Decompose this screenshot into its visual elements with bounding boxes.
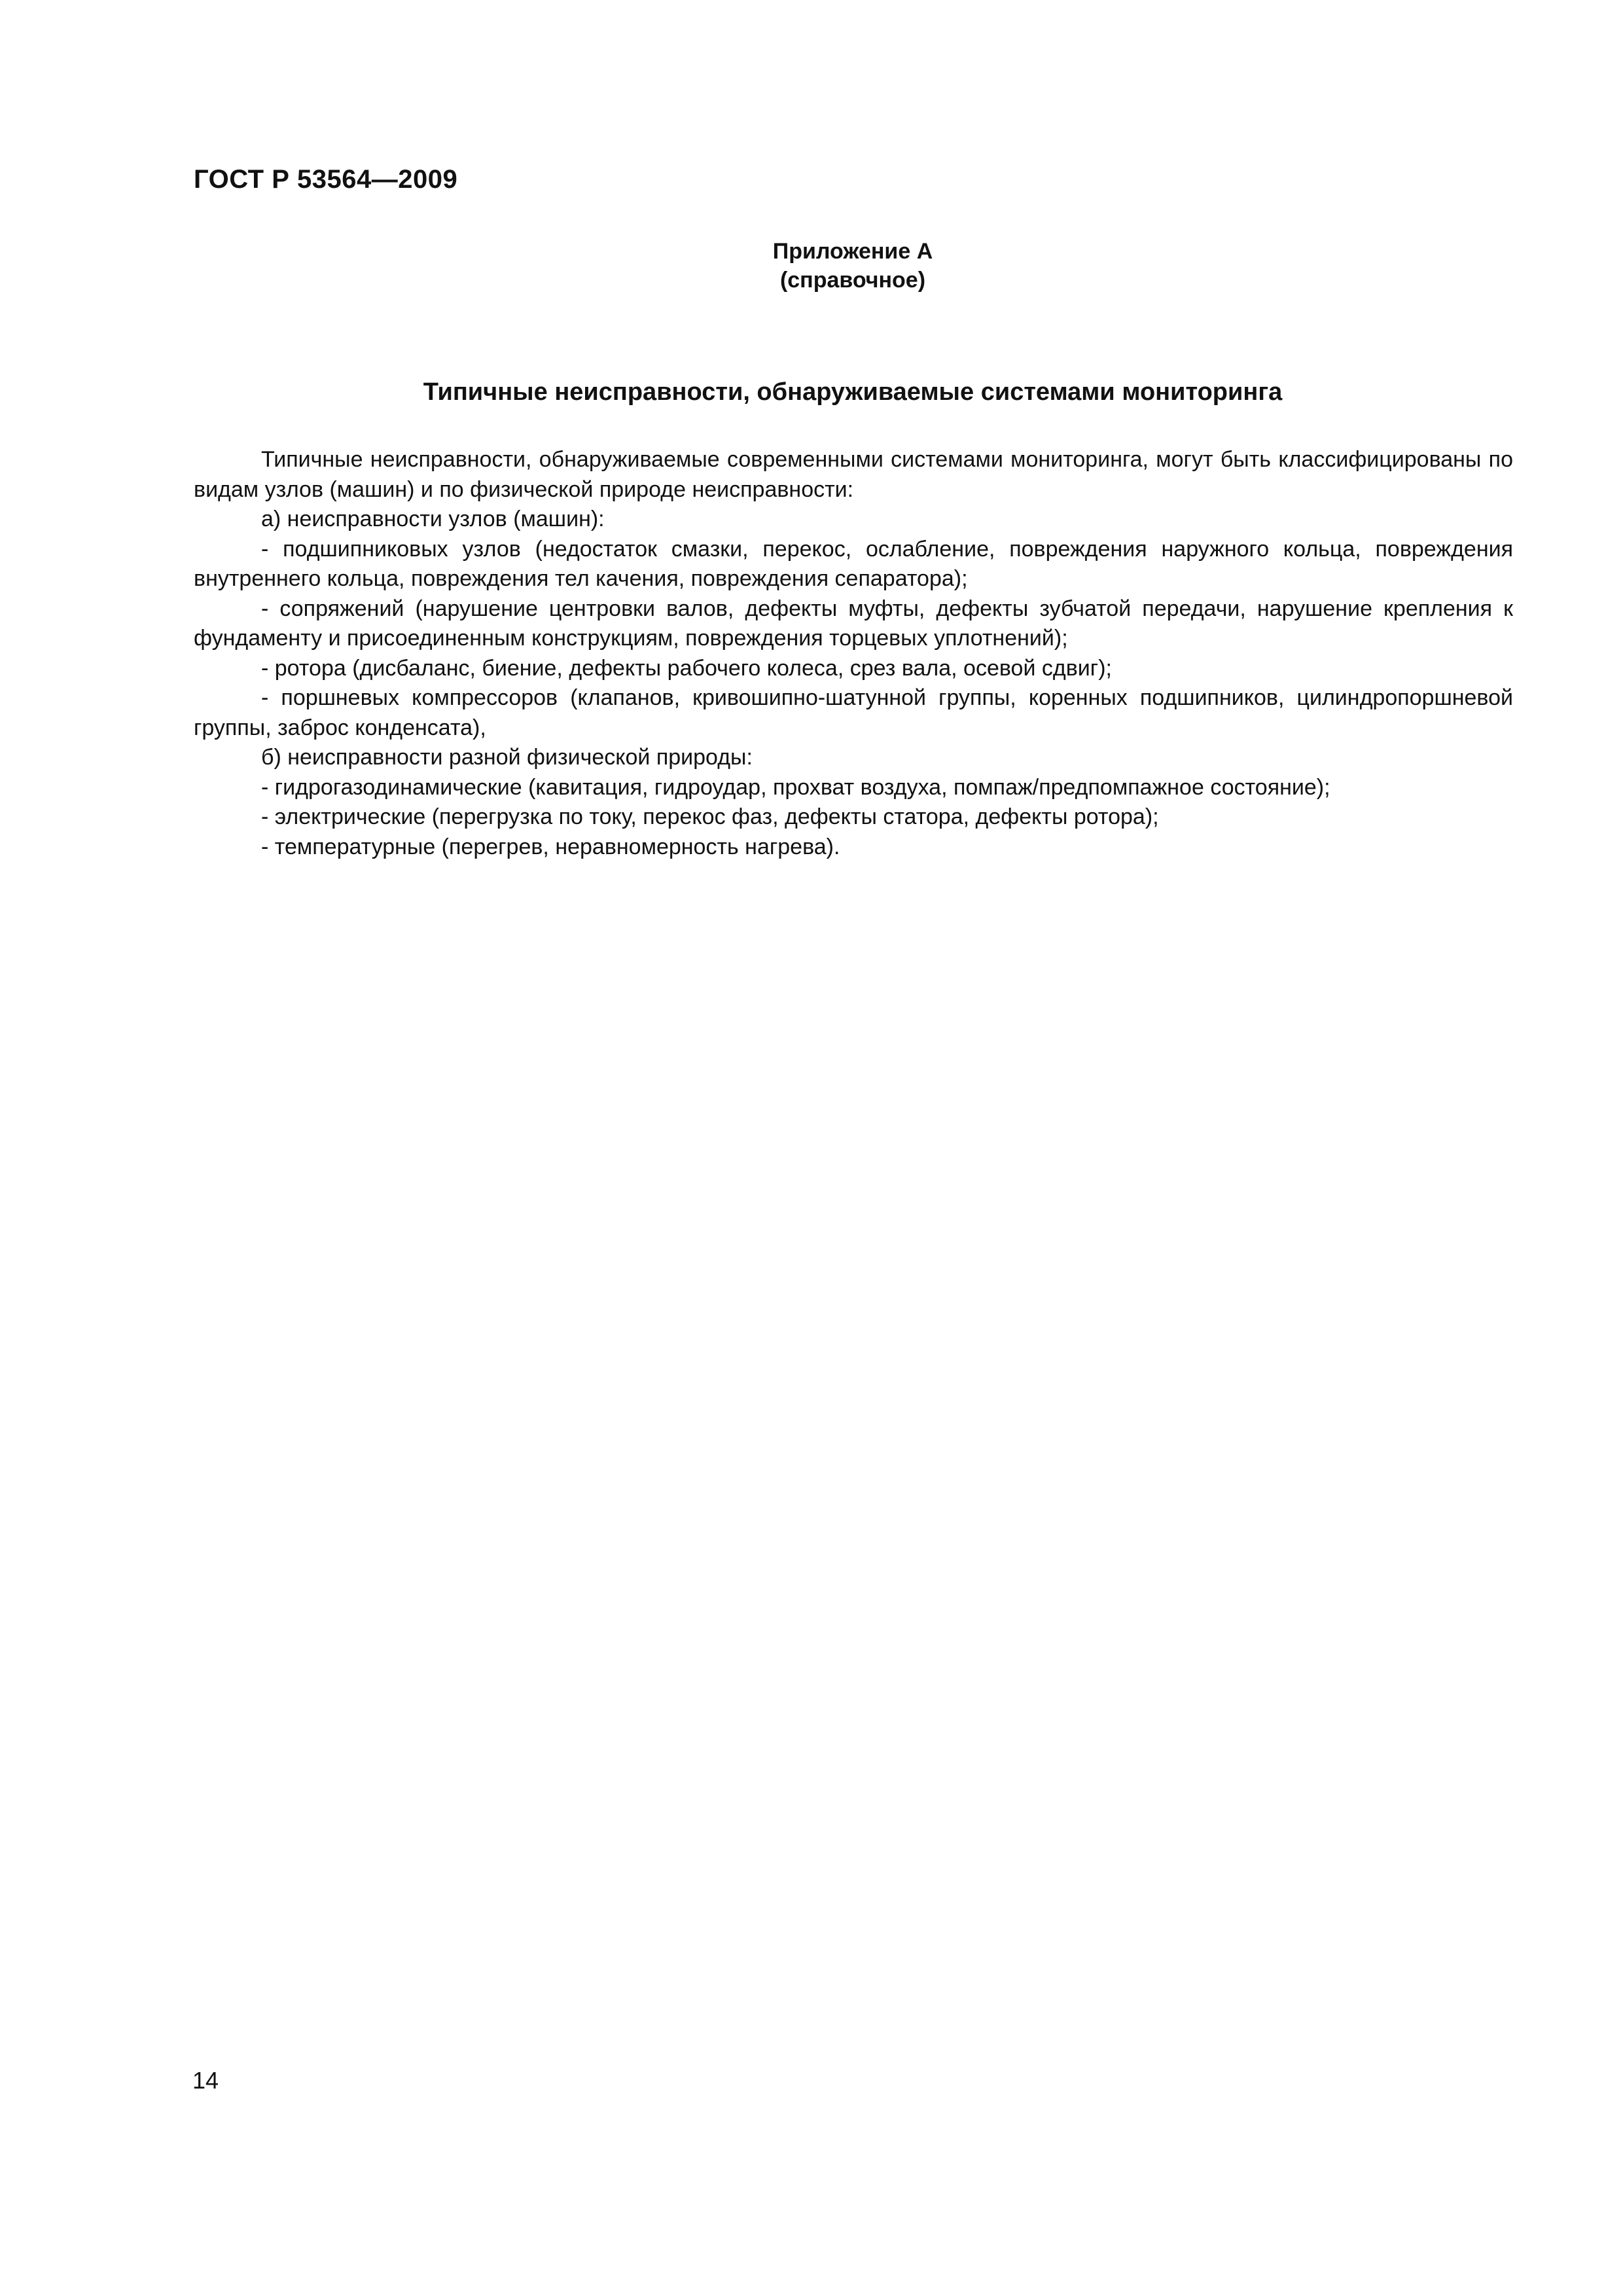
paragraph-intro: Типичные неисправности, обнаруживаемые современными системами мониторинга, могут быть классифицированы по видам узлов (машин) и по физической природе неисправности: (194, 447, 1513, 502)
list-item: а) неисправности узлов (машин): (261, 507, 605, 531)
list-item: - поршневых компрессоров (клапанов, кривошипно-шатунной группы, коренных подшипников, цилиндропоршневой группы, заброс конденсата), (194, 685, 1513, 740)
list-item: - гидрогазодинамические (кавитация, гидроудар, прохват воздуха, помпаж/предпомпажное состояние); (261, 774, 1330, 800)
list-item: - температурные (перегрев, неравномерность нагрева). (261, 834, 840, 859)
body-text (194, 445, 1513, 862)
appendix-heading (0, 237, 1623, 295)
list-item: - ротора (дисбаланс, биение, дефекты рабочего колеса, срез вала, осевой сдвиг); (261, 655, 1112, 681)
page-number: 14 (192, 2067, 219, 2094)
list-item: - сопряжений (нарушение центровки валов, дефекты муфты, дефекты зубчатой передачи, нарушение крепления к фундаменту и присоединенным конструкциям, повреждения торцевых уплотнений); (194, 596, 1513, 651)
document-code: ГОСТ Р 53564—2009 (194, 165, 458, 194)
list-item: б) неисправности разной физической природы: (261, 745, 753, 770)
list-item: - электрические (перегрузка по току, перекос фаз, дефекты статора, дефекты ротора); (261, 804, 1159, 829)
section-title: Типичные неисправности, обнаруживаемые системами мониторинга (423, 378, 1283, 406)
appendix-title: Приложение А (772, 239, 933, 264)
list-item: - подшипниковых узлов (недостаток смазки, перекос, ослабление, повреждения наружного кольца, повреждения внутреннего кольца, повреждения тел качения, повреждения сепаратора); (194, 536, 1513, 591)
appendix-subtitle: (справочное) (779, 268, 926, 293)
